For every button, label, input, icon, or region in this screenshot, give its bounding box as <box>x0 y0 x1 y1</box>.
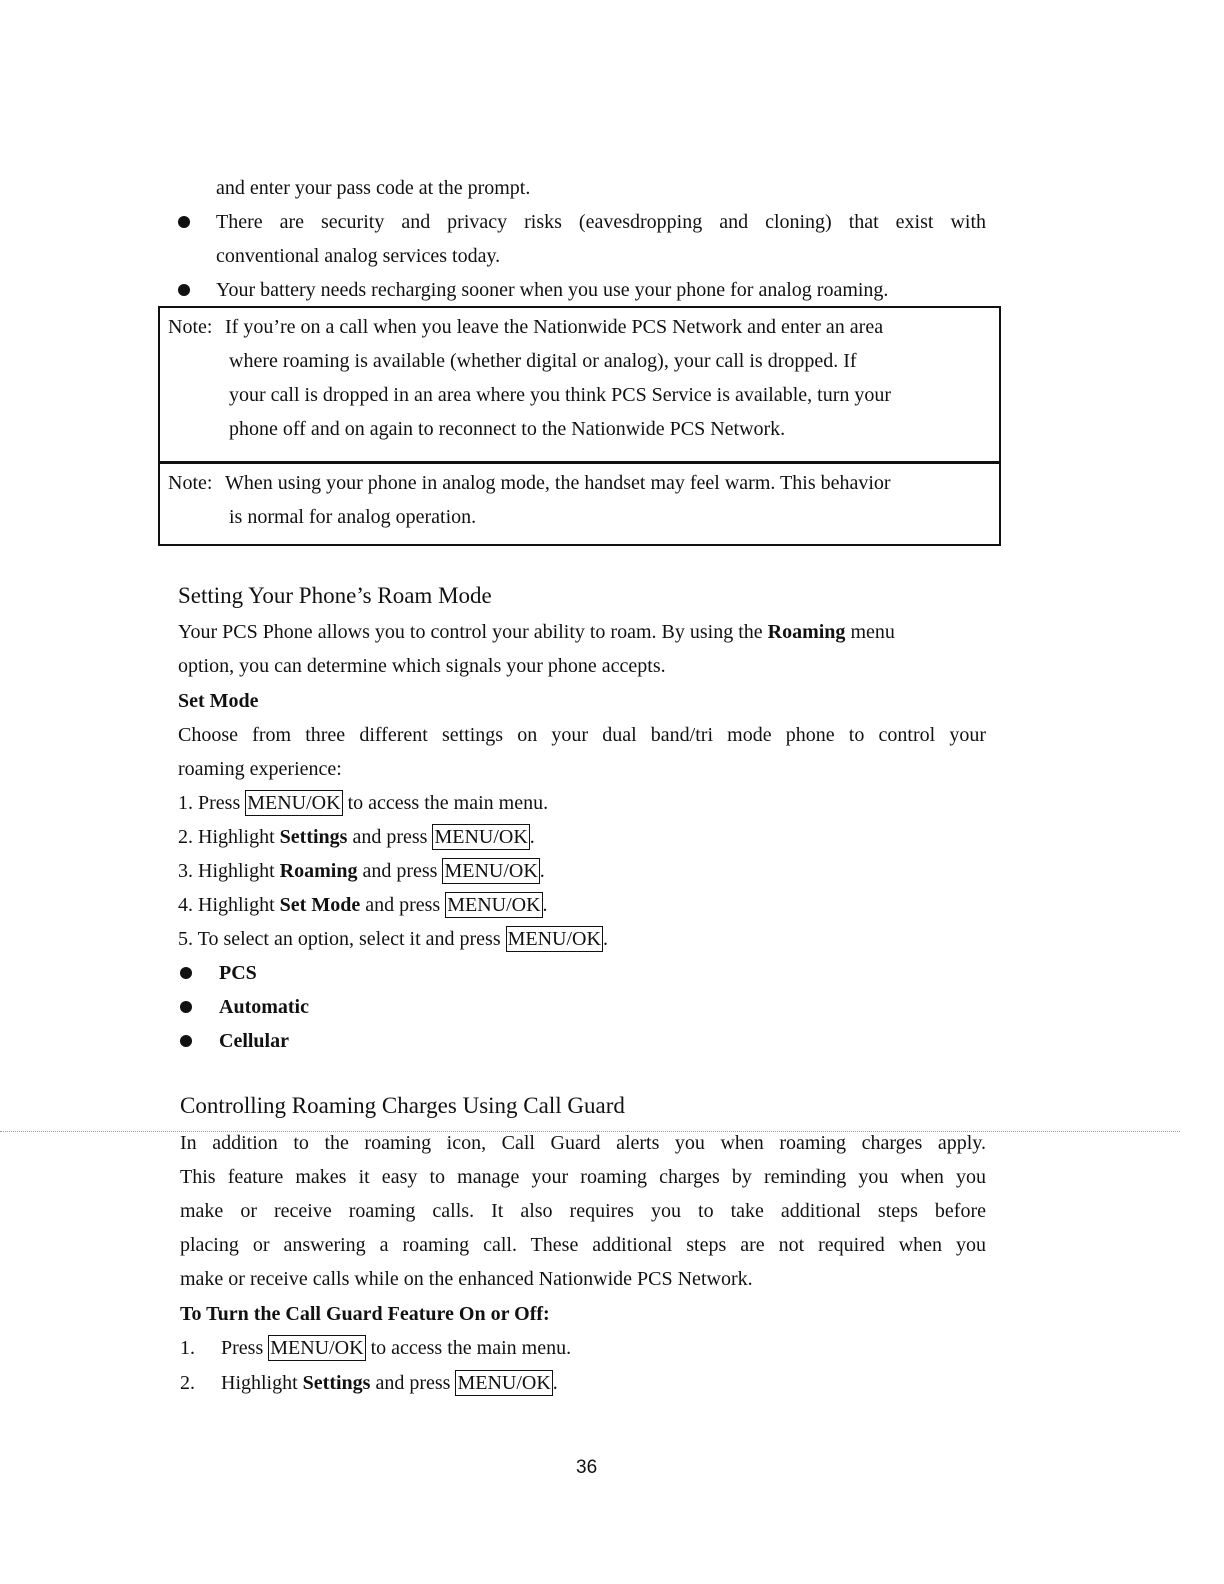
note-label: Note: <box>168 316 213 338</box>
page-number: 36 <box>576 1457 598 1478</box>
step-number: 3. <box>178 860 193 882</box>
step-text: to access the main menu. <box>365 1337 572 1359</box>
bold-term: Settings <box>279 826 348 848</box>
step-number: 5. <box>178 928 193 950</box>
menu-ok-key: MENU/OK <box>434 826 528 848</box>
bullet-text: There are security and privacy risks (eavesdropping and cloning) that exist with <box>216 211 986 233</box>
step-text: Highlight <box>198 860 280 882</box>
body-text: make or receive roaming calls. It also requires you to take additional steps before <box>180 1200 986 1222</box>
step-text: . <box>602 928 608 950</box>
bold-term: Roaming <box>767 621 846 643</box>
note-text: phone off and on again to reconnect to the Nationwide PCS Network. <box>229 418 786 440</box>
step-text: and press <box>357 860 443 882</box>
step-text: and press <box>370 1372 456 1394</box>
step-text: to access the main menu. <box>342 792 549 814</box>
step-text: . <box>529 826 535 848</box>
bullet-icon <box>180 1001 192 1013</box>
bullet-text-continued: conventional analog services today. <box>216 245 501 267</box>
step-text: . <box>542 894 548 916</box>
step-number: 1. <box>180 1337 195 1359</box>
step-text: Press <box>221 1337 269 1359</box>
bullet-icon <box>178 284 190 296</box>
intro-text-part: Your PCS Phone allows you to control your ability to roam. By using the <box>178 621 768 643</box>
note-label: Note: <box>168 472 213 494</box>
section-heading: Setting Your Phone’s Roam Mode <box>178 583 492 608</box>
note-text: where roaming is available (whether digital or analog), your call is dropped. If <box>229 350 857 372</box>
continuation-text: and enter your pass code at the prompt. <box>216 177 531 199</box>
body-text: In addition to the roaming icon, Call Guard alerts you when roaming charges apply. <box>180 1132 986 1154</box>
step-text: Press <box>198 792 246 814</box>
body-text: roaming experience: <box>178 758 342 780</box>
step-number: 1. <box>178 792 193 814</box>
step-number: 4. <box>178 894 193 916</box>
bullet-icon <box>180 1035 192 1047</box>
note-text: When using your phone in analog mode, the handset may feel warm. This behavior <box>225 472 891 494</box>
step-text: . <box>552 1372 558 1394</box>
step-item <box>178 854 545 888</box>
step-text: Highlight <box>221 1372 303 1394</box>
bullet-icon <box>178 216 190 228</box>
menu-ok-key: MENU/OK <box>457 1372 551 1394</box>
step-item <box>178 922 608 956</box>
option-item: Automatic <box>219 996 309 1018</box>
step-text: Highlight <box>198 826 280 848</box>
note-text: is normal for analog operation. <box>229 506 477 528</box>
subheading: To Turn the Call Guard Feature On or Off: <box>180 1303 550 1325</box>
bold-term: Set Mode <box>279 894 361 916</box>
body-text: make or receive calls while on the enhanced Nationwide PCS Network. <box>180 1268 753 1290</box>
menu-ok-key: MENU/OK <box>447 894 541 916</box>
note-text: your call is dropped in an area where you think PCS Service is available, turn your <box>229 384 892 406</box>
intro-text <box>178 615 895 649</box>
step-text: and press <box>347 826 433 848</box>
step-item <box>221 1366 558 1400</box>
step-text: and press <box>360 894 446 916</box>
step-text: . <box>539 860 545 882</box>
section-heading: Controlling Roaming Charges Using Call Guard <box>180 1093 625 1118</box>
bullet-text: Your battery needs recharging sooner when you use your phone for analog roaming. <box>216 279 889 301</box>
subheading: Set Mode <box>178 690 259 712</box>
step-item <box>178 786 548 820</box>
menu-ok-key: MENU/OK <box>444 860 538 882</box>
intro-text-part: menu <box>845 621 895 643</box>
menu-ok-key: MENU/OK <box>507 928 601 950</box>
intro-text: option, you can determine which signals your phone accepts. <box>178 655 666 677</box>
body-text: placing or answering a roaming call. These additional steps are not required when you <box>180 1234 986 1256</box>
bold-term: Settings <box>302 1372 371 1394</box>
step-item <box>221 1331 571 1365</box>
body-text: Choose from three different settings on your dual band/tri mode phone to control your <box>178 724 986 746</box>
step-item <box>178 820 535 854</box>
menu-ok-key: MENU/OK <box>270 1337 364 1359</box>
menu-ok-key: MENU/OK <box>247 792 341 814</box>
option-item: Cellular <box>219 1030 289 1052</box>
step-text: Highlight <box>198 894 280 916</box>
body-text: This feature makes it easy to manage your roaming charges by reminding you when you <box>180 1166 986 1188</box>
bullet-icon <box>180 967 192 979</box>
option-item: PCS <box>219 962 257 984</box>
step-number: 2. <box>178 826 193 848</box>
step-text: To select an option, select it and press <box>197 928 506 950</box>
step-item <box>178 888 548 922</box>
bold-term: Roaming <box>279 860 358 882</box>
step-number: 2. <box>180 1372 195 1394</box>
note-text: If you’re on a call when you leave the Nationwide PCS Network and enter an area <box>225 316 884 338</box>
